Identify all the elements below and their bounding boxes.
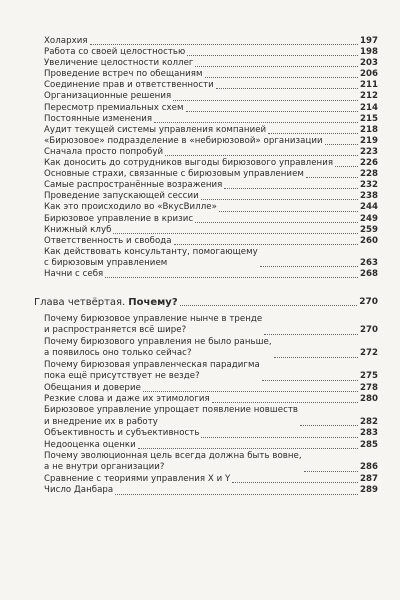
toc-entry-title: Проведение запускающей сессии [44, 191, 199, 202]
toc-entry [44, 236, 378, 247]
toc-entry [44, 158, 378, 169]
toc-entry-page: 272 [360, 348, 378, 359]
toc-entry [44, 180, 378, 191]
toc-leader-dots [304, 470, 358, 472]
toc-leader-dots [325, 143, 358, 145]
toc-entry-title: Как действовать консультанту, помогающему с бирюзовым управлением [44, 246, 258, 268]
toc-entry-title: Ответственность и свобода [44, 235, 172, 246]
toc-entry-page: 263 [360, 257, 378, 268]
chapter-prefix: Глава четвёртая. [34, 297, 126, 309]
toc-entry-page: 286 [360, 462, 378, 473]
toc-entry-title: Работа со своей целостностью [44, 47, 186, 58]
toc-entry-page: 283 [360, 428, 378, 439]
toc-entry [44, 147, 378, 158]
toc-entry [44, 191, 378, 202]
toc-entry-page: 249 [360, 213, 378, 224]
toc-entry-page: 278 [360, 382, 378, 393]
toc-entry [44, 114, 378, 125]
toc-entry-title: Пересмотр премиальных схем [44, 102, 184, 113]
toc-entry-title: Почему бирюзовая управленческая парадигма пока ещё присутствует не везде? [44, 359, 260, 382]
toc-entry [44, 394, 378, 405]
toc-entry-page: 223 [360, 146, 378, 157]
toc-entry-title: Основные страхи, связанные с бирюзовым управлением [44, 169, 304, 180]
toc-leader-dots [195, 221, 358, 223]
toc-leader-dots [105, 276, 358, 278]
toc-entry-page: 268 [360, 268, 378, 279]
toc-leader-dots [224, 187, 358, 189]
toc-entry [44, 269, 378, 280]
toc-entry [44, 405, 378, 428]
toc-entry-title: Аудит текущей системы управления компанией [44, 124, 267, 135]
toc-entry-page: 289 [360, 485, 378, 496]
toc-leader-dots [201, 436, 358, 438]
toc-leader-dots [186, 110, 359, 112]
toc-entry [44, 58, 378, 69]
toc-entry-page: 285 [360, 439, 378, 450]
chapter-page: 270 [359, 297, 378, 308]
toc-leader-dots [306, 176, 358, 178]
toc-entry-title: Проведение встреч по обещаниям [44, 69, 203, 80]
toc-entry [44, 36, 378, 47]
toc-entry [44, 451, 378, 474]
toc-entry-title: Организационные решения [44, 91, 172, 102]
toc-list-part1 [34, 36, 378, 280]
toc-leader-dots [262, 379, 358, 381]
toc-entry-page: 203 [360, 58, 378, 69]
toc-leader-dots [138, 447, 358, 449]
toc-entry-title: Число Данбара [44, 485, 114, 496]
toc-entry-title: «Бирюзовое» подразделение в «небирюзовой» организации [44, 135, 323, 146]
toc-leader-dots [232, 481, 358, 483]
toc-entry-page: 244 [360, 202, 378, 213]
toc-entry-page: 206 [360, 69, 378, 80]
toc-list-part2 [34, 314, 378, 497]
toc-entry-title: Как это происходило во «ВкусВилле» [44, 202, 217, 213]
toc-entry-page: 259 [360, 224, 378, 235]
toc-entry [44, 337, 378, 360]
toc-entry [44, 202, 378, 213]
toc-entry-title: Объективность и субъективность [44, 428, 200, 439]
toc-entry-title: Бирюзовое управление упрощает появление новшеств и внедрение их в работу [44, 405, 299, 427]
toc-entry-page: 260 [360, 235, 378, 246]
toc-entry-page: 270 [360, 325, 378, 336]
toc-entry-page: 228 [360, 169, 378, 180]
toc-entry-page: 211 [360, 80, 378, 91]
toc-entry [44, 485, 378, 496]
toc-leader-dots [187, 54, 358, 56]
toc-entry [44, 247, 378, 269]
toc-entry-title: Как доносить до сотрудников выгоды бирюзового управления [44, 158, 334, 169]
toc-leader-dots [201, 198, 358, 200]
toc-leader-dots [143, 390, 358, 392]
toc-entry-page: 214 [360, 102, 378, 113]
toc-leader-dots [264, 333, 358, 335]
chapter-title: Почему? [128, 297, 178, 309]
toc-leader-dots [90, 43, 358, 45]
toc-entry-page: 215 [360, 113, 378, 124]
toc-entry [44, 314, 378, 337]
toc-entry [44, 428, 378, 439]
toc-entry-page: 218 [360, 124, 378, 135]
toc-entry [44, 136, 378, 147]
toc-entry-title: Бирюзовое управление в кризис [44, 213, 194, 224]
toc-entry [44, 169, 378, 180]
toc-entry-title: Почему бирюзовое управление нынче в тренде и распространяется всё шире? [44, 314, 263, 336]
toc-entry-title: Недооценка оценки [44, 439, 136, 450]
chapter-heading [34, 296, 378, 309]
toc-entry-title: Соединение прав и ответственности [44, 80, 214, 91]
toc-entry [44, 360, 378, 383]
toc-leader-dots [205, 76, 359, 78]
toc-leader-dots [212, 401, 358, 403]
toc-leader-dots [219, 210, 358, 212]
toc-entry [44, 125, 378, 136]
toc-entry [44, 103, 378, 114]
toc-entry-page: 226 [360, 158, 378, 169]
toc-entry-title: Почему бирюзового управления не было раньше, а появилось оно только сейчас? [44, 336, 272, 359]
toc-entry [44, 440, 378, 451]
toc-leader-dots [260, 265, 358, 267]
toc-leader-dots [268, 132, 358, 134]
toc-entry [44, 47, 378, 58]
toc-entry-page: 212 [360, 91, 378, 102]
toc-leader-dots [300, 424, 358, 426]
toc-entry-title: Начни с себя [44, 268, 104, 279]
toc-leader-dots [113, 232, 358, 234]
toc-leader-dots [115, 493, 358, 495]
toc-entry-title: Почему эволюционная цель всегда должна быть вовне, а не внутри организации? [44, 450, 302, 473]
toc-leader-dots [195, 65, 358, 67]
toc-entry-page: 287 [360, 473, 378, 484]
toc-leader-dots [180, 304, 358, 306]
toc-entry-page: 238 [360, 191, 378, 202]
toc-leader-dots [165, 154, 358, 156]
toc-leader-dots [216, 87, 358, 89]
toc-entry-title: Книжный клуб [44, 224, 112, 235]
toc-entry [44, 383, 378, 394]
toc-entry-page: 282 [360, 416, 378, 427]
toc-entry-title: Сначала просто попробуй [44, 146, 164, 157]
toc-entry [44, 69, 378, 80]
toc-entry-page: 219 [360, 135, 378, 146]
toc-entry-page: 275 [360, 371, 378, 382]
toc-entry [44, 225, 378, 236]
toc-entry [44, 80, 378, 91]
toc-entry-page: 198 [360, 47, 378, 58]
toc-entry [44, 474, 378, 485]
toc-entry-title: Обещания и доверие [44, 382, 141, 393]
toc-entry-title: Увеличение целостности коллег [44, 58, 194, 69]
toc-entry-title: Постоянные изменения [44, 113, 153, 124]
toc-entry-title: Холархия [44, 36, 88, 46]
toc-leader-dots [173, 99, 358, 101]
toc-entry-page: 197 [360, 36, 378, 46]
toc-leader-dots [174, 243, 358, 245]
toc-entry-page: 232 [360, 180, 378, 191]
toc-entry [44, 91, 378, 102]
toc-entry-page: 280 [360, 393, 378, 404]
toc-entry-title: Резкие слова и даже их этимология [44, 393, 210, 404]
toc-entry [44, 214, 378, 225]
toc-leader-dots [335, 165, 358, 167]
toc-entry-title: Самые распространённые возражения [44, 180, 223, 191]
toc-leader-dots [274, 356, 358, 358]
toc-leader-dots [154, 121, 358, 123]
toc-entry-title: Сравнение с теориями управления X и Y [44, 473, 231, 484]
